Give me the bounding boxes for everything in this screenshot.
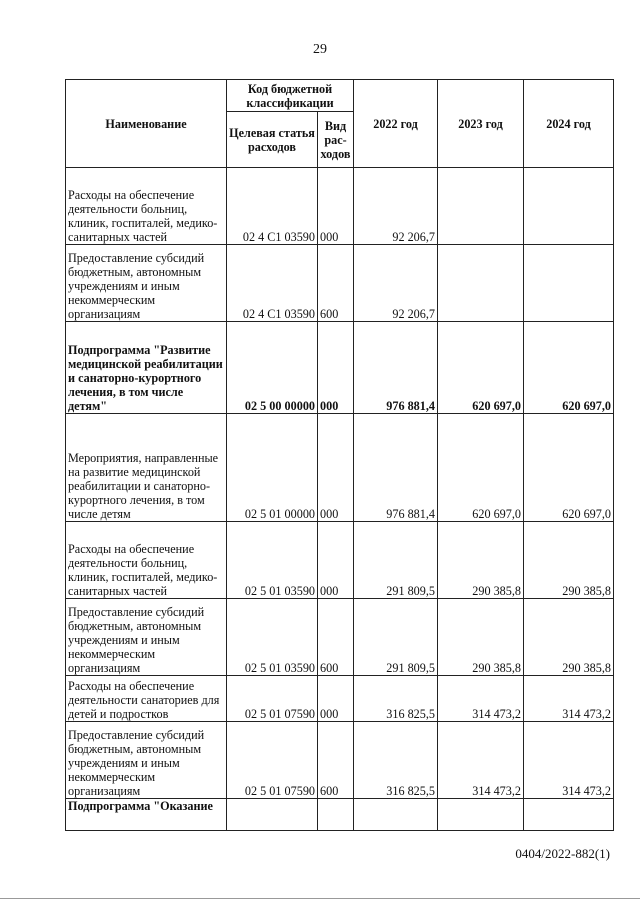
budget-table	[65, 79, 614, 831]
row-2024: 620 697,0	[524, 322, 614, 414]
row-expense-type: 000	[318, 414, 354, 522]
row-expense-type: 000	[318, 322, 354, 414]
table-row	[66, 245, 614, 322]
table-row	[66, 168, 614, 245]
row-name: Расходы на обеспечение деятельности санаториев для детей и подростков	[66, 676, 227, 722]
header-2024: 2024 год	[524, 80, 614, 168]
row-2024	[524, 799, 614, 831]
row-2024: 620 697,0	[524, 414, 614, 522]
table-row	[66, 322, 614, 414]
header-target-article: Целевая статья расходов	[227, 112, 318, 168]
row-code: 02 5 01 07590	[227, 722, 318, 799]
row-expense-type: 600	[318, 245, 354, 322]
row-2022: 92 206,7	[354, 168, 438, 245]
row-expense-type: 600	[318, 722, 354, 799]
row-2024: 314 473,2	[524, 722, 614, 799]
row-name: Предоставление субсидий бюджетным, автономным учреждениям и иным некоммерческим организациям	[66, 599, 227, 676]
row-name: Предоставление субсидий бюджетным, автономным учреждениям и иным некоммерческим организациям	[66, 722, 227, 799]
bottom-rule	[0, 898, 640, 899]
row-2022: 291 809,5	[354, 522, 438, 599]
row-name: Предоставление субсидий бюджетным, автономным учреждениям и иным некоммерческим организациям	[66, 245, 227, 322]
table-row	[66, 676, 614, 722]
row-2023: 620 697,0	[438, 322, 524, 414]
row-code: 02 5 01 07590	[227, 676, 318, 722]
row-2023	[438, 245, 524, 322]
page-number: 29	[313, 42, 327, 57]
row-code	[227, 799, 318, 831]
header-2022: 2022 год	[354, 80, 438, 168]
row-expense-type: 000	[318, 168, 354, 245]
table-row	[66, 414, 614, 522]
row-name: Мероприятия, направленные на развитие медицинской реабилитации и санаторно-курортного лечения, в том числе детям	[66, 414, 227, 522]
row-2024: 314 473,2	[524, 676, 614, 722]
row-2023: 314 473,2	[438, 676, 524, 722]
row-2023: 314 473,2	[438, 722, 524, 799]
row-name: Подпрограмма "Развитие медицинской реабилитации и санаторно-курортного лечения, в том числе детям"	[66, 322, 227, 414]
row-2024: 290 385,8	[524, 599, 614, 676]
row-code: 02 5 01 03590	[227, 522, 318, 599]
row-2022: 976 881,4	[354, 414, 438, 522]
header-code-group: Код бюджетной классификации	[227, 80, 354, 112]
row-2023: 620 697,0	[438, 414, 524, 522]
row-code: 02 4 С1 03590	[227, 168, 318, 245]
row-2022: 291 809,5	[354, 599, 438, 676]
row-expense-type	[318, 799, 354, 831]
row-2023	[438, 168, 524, 245]
row-expense-type: 000	[318, 676, 354, 722]
row-expense-type: 000	[318, 522, 354, 599]
row-name: Подпрограмма "Оказание	[66, 799, 227, 831]
document-code: 0404/2022-882(1)	[515, 846, 610, 861]
row-code: 02 5 01 00000	[227, 414, 318, 522]
row-expense-type: 600	[318, 599, 354, 676]
row-code: 02 4 С1 03590	[227, 245, 318, 322]
table-row	[66, 522, 614, 599]
row-2023: 290 385,8	[438, 599, 524, 676]
row-code: 02 5 01 03590	[227, 599, 318, 676]
header-name: Наименование	[66, 80, 227, 168]
row-2022: 92 206,7	[354, 245, 438, 322]
table-row	[66, 722, 614, 799]
row-name: Расходы на обеспечение деятельности больниц, клиник, госпиталей, медико-санитарных частей	[66, 522, 227, 599]
row-code: 02 5 00 00000	[227, 322, 318, 414]
row-2024	[524, 168, 614, 245]
row-2022: 316 825,5	[354, 676, 438, 722]
row-2023: 290 385,8	[438, 522, 524, 599]
row-name: Расходы на обеспечение деятельности больниц, клиник, госпиталей, медико-санитарных частей	[66, 168, 227, 245]
header-expense-type: Вид рас-ходов	[318, 112, 354, 168]
row-2023	[438, 799, 524, 831]
row-2022: 976 881,4	[354, 322, 438, 414]
row-2022	[354, 799, 438, 831]
table-row	[66, 599, 614, 676]
header-2023: 2023 год	[438, 80, 524, 168]
row-2024: 290 385,8	[524, 522, 614, 599]
row-2022: 316 825,5	[354, 722, 438, 799]
table-row	[66, 799, 614, 831]
row-2024	[524, 245, 614, 322]
